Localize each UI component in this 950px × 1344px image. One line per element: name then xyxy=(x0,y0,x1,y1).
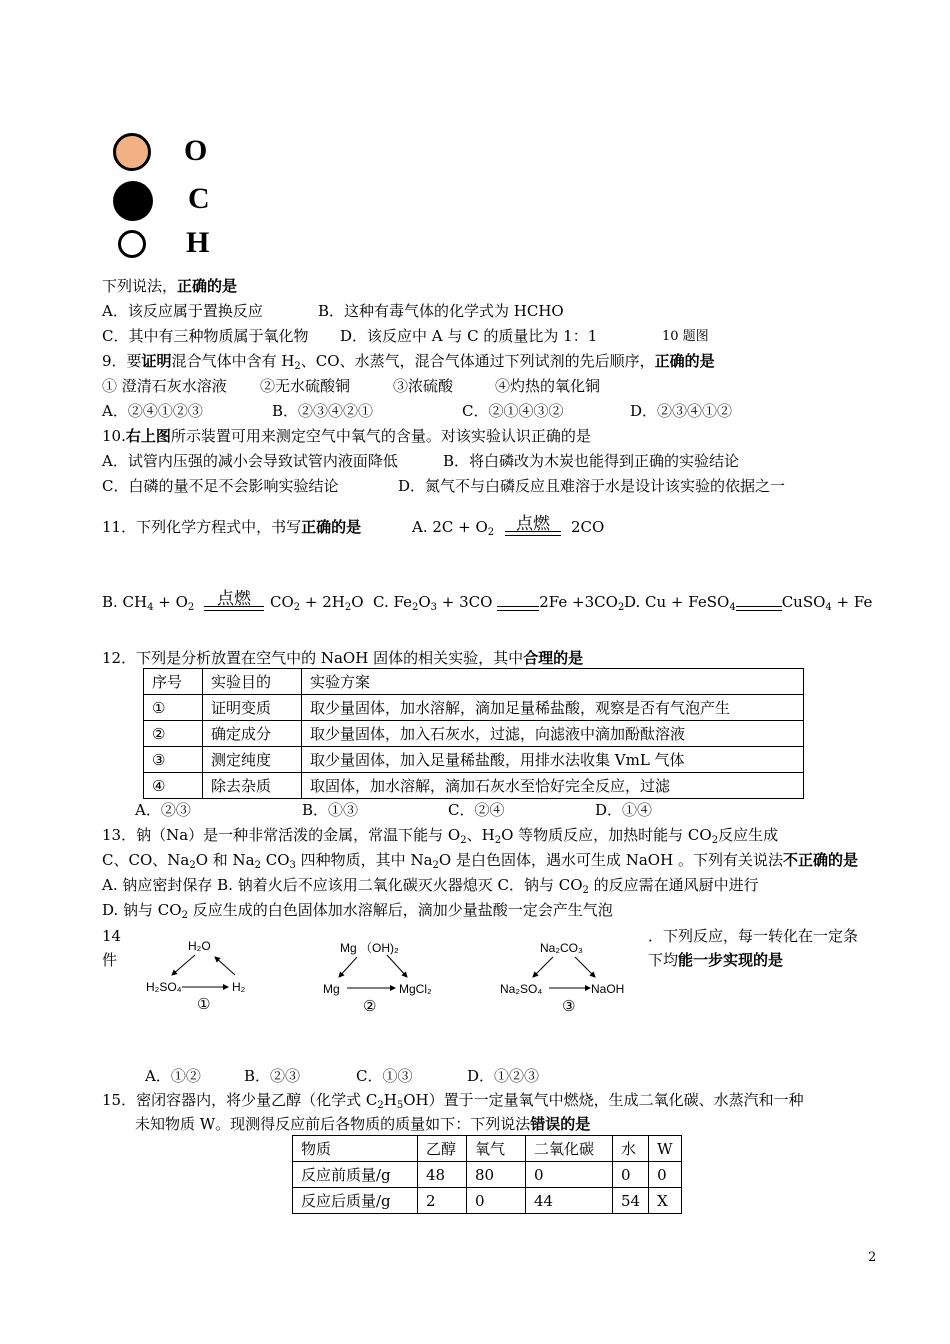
diagram-1-left: H₂SO₄ xyxy=(146,980,182,994)
question-15-line-2: 未知物质 W。现测得反应前后各物质的质量如下：下列说法错误的是 xyxy=(135,1115,591,1133)
table-row xyxy=(144,721,804,747)
reagent-3: ③浓硫酸 xyxy=(393,377,454,395)
table-header: 二氧化碳 xyxy=(526,1136,613,1162)
hydrogen-atom-icon xyxy=(118,230,146,258)
table-cell: 除去杂质 xyxy=(203,773,302,799)
table-cell: 取固体，加水溶解，滴加石灰水至恰好完全反应，过滤 xyxy=(302,773,804,799)
equation-c: C. $Fe_2O_3 + 3CO$ $2Fe +3CO_2$ xyxy=(373,593,625,613)
question-9-stem: 9．要证明混合气体中含有 $H_2$、CO、水蒸气，混合气体通过下列试剂的先后顺序，正确的是 xyxy=(102,352,715,372)
table-cell: ① xyxy=(144,695,203,721)
question-8-option-b: B．这种有毒气体的化学式为 HCHO xyxy=(318,302,564,320)
table-cell: 取少量固体，加入足量稀盐酸，用排水法收集 VmL 气体 xyxy=(302,747,804,773)
reagent-4: ④灼热的氧化铜 xyxy=(495,377,601,395)
diagram-1-top: H₂O xyxy=(188,939,211,953)
equation-b-condition: 点燃 xyxy=(204,584,264,609)
experiment-table xyxy=(143,668,804,799)
question-9-option-a: A．②④①②③ xyxy=(102,402,203,420)
table-cell: 0 xyxy=(649,1162,681,1188)
diagram-2-label: ② xyxy=(363,998,377,1015)
diagram-2-right: MgCl₂ xyxy=(399,982,432,996)
equation-d: D. Cu + FeSO$_4$ CuSO$_4$ + Fe xyxy=(624,593,873,613)
diagram-3-right: NaOH xyxy=(591,982,625,996)
question-13-line-3: A. 钠应密封保存 B. 钠着火后不应该用二氧化碳灭火器熄灭 C．钠与 $CO_2$ 的反应需在通风厨中进行 xyxy=(102,876,759,896)
question-12-option-a: A．②③ xyxy=(135,801,191,819)
table-cell: 48 xyxy=(418,1162,467,1188)
table-header: 实验方案 xyxy=(302,669,804,695)
question-14-jian: 件 xyxy=(102,951,118,969)
equals-sign xyxy=(736,598,782,608)
table-header: 氧气 xyxy=(467,1136,526,1162)
table-cell: 确定成分 xyxy=(203,721,302,747)
question-14-option-b: B．②③ xyxy=(244,1067,301,1085)
question-14-option-c: C．①③ xyxy=(356,1067,413,1085)
equals-sign xyxy=(497,598,539,608)
diagram-1-right: H₂ xyxy=(232,980,246,994)
diagram-3-arrows xyxy=(495,935,635,995)
table-header: 物质 xyxy=(293,1136,418,1162)
equation-b-products: $CO_2 + 2H_2O$ xyxy=(270,593,364,613)
question-13-line-4: D. 钠与 $CO_2$ 反应生成的白色固体加水溶解后，滴加少量盐酸一定会产生气泡 xyxy=(102,901,613,921)
question-8-option-c: C．其中有三种物质属于氧化物 xyxy=(102,327,309,345)
diagram-3-label: ③ xyxy=(562,998,576,1015)
table-header: W xyxy=(649,1136,681,1162)
table-cell: 2 xyxy=(418,1188,467,1214)
reagent-1: ① 澄清石灰水溶液 xyxy=(102,377,227,395)
table-cell: 0 xyxy=(467,1188,526,1214)
table-header-row xyxy=(144,669,804,695)
question-13-line-1: 13．钠（Na）是一种非常活泼的金属，常温下能与 $O_2$、$H_2O$ 等物质反应，加热时能与 $CO_2$反应生成 xyxy=(102,826,779,846)
diagram-1-arrows xyxy=(140,935,270,995)
question-10-option-d: D．氮气不与白磷反应且难溶于水是设计该实验的依据之一 xyxy=(398,477,786,495)
oxygen-atom-icon xyxy=(113,133,151,171)
table-cell: ④ xyxy=(144,773,203,799)
diagram-3-left: Na₂SO₄ xyxy=(500,982,543,996)
table-row xyxy=(144,695,804,721)
table-cell: 取少量固体，加入石灰水，过滤，向滤液中滴加酚酞溶液 xyxy=(302,721,804,747)
table-cell: ② xyxy=(144,721,203,747)
table-header-row xyxy=(293,1136,682,1162)
table-header: 乙醇 xyxy=(418,1136,467,1162)
question-9-option-b: B．②③④②① xyxy=(272,402,374,420)
question-8-option-d: D．该反应中 A 与 C 的质量比为 1：1 xyxy=(340,327,598,345)
table-row xyxy=(293,1188,682,1214)
question-14-stem-right: ．下列反应，每一转化在一定条 xyxy=(648,927,859,945)
table-cell: X xyxy=(649,1188,681,1214)
table-header: 序号 xyxy=(144,669,203,695)
table-cell: 证明变质 xyxy=(203,695,302,721)
diagram-2-arrows xyxy=(315,935,445,995)
question-10-option-c: C．白磷的量不足不会影响实验结论 xyxy=(102,477,339,495)
question-9-option-c: C．②①④③② xyxy=(462,402,564,420)
table-cell: 54 xyxy=(613,1188,649,1214)
diagram-2-top: Mg （OH)₂ xyxy=(340,941,399,955)
table-cell: ③ xyxy=(144,747,203,773)
question-12-option-d: D．①④ xyxy=(595,801,653,819)
question-10-option-a: A．试管内压强的减小会导致试管内液面降低 xyxy=(102,452,398,470)
question-10-stem: 10.右上图所示装置可用来测定空气中氧气的含量。对该实验认识正确的是 xyxy=(102,427,591,445)
question-15-line-1: 15．密闭容器内，将少量乙醇（化学式 $C_2H_5OH$）置于一定量氧气中燃烧，生成二氧化碳、水蒸汽和一种 xyxy=(102,1091,804,1111)
equation-b: B. $CH_4 + O_2$ xyxy=(102,593,195,613)
question-12-stem: 12．下列是分析放置在空气中的 NaOH 固体的相关实验，其中合理的是 xyxy=(102,649,584,667)
mass-table xyxy=(292,1135,682,1214)
question-8-option-a: A．该反应属于置换反应 xyxy=(102,302,263,320)
table-cell: 44 xyxy=(526,1188,613,1214)
reagent-2: ②无水硫酸铜 xyxy=(260,377,351,395)
table-cell: 0 xyxy=(526,1162,613,1188)
table-cell: 取少量固体，加水溶解，滴加足量稀盐酸，观察是否有气泡产生 xyxy=(302,695,804,721)
question-12-option-b: B．①③ xyxy=(302,801,359,819)
question-10-option-b: B．将白磷改为木炭也能得到正确的实验结论 xyxy=(443,452,740,470)
diagram-2-left: Mg xyxy=(323,982,340,996)
question-12-option-c: C．②④ xyxy=(448,801,505,819)
equation-a: A. $2C + O_2$ xyxy=(412,518,495,538)
table-cell: 80 xyxy=(467,1162,526,1188)
diagram-3-top: Na₂CO₃ xyxy=(540,941,583,955)
equation-a-condition: 点燃 xyxy=(505,509,561,534)
table-header: 水 xyxy=(613,1136,649,1162)
table-row xyxy=(144,747,804,773)
question-8-stem: 下列说法，正确的是 xyxy=(102,277,238,295)
figure-caption: 10 题图 xyxy=(662,329,709,344)
table-row xyxy=(144,773,804,799)
page-number: 2 xyxy=(868,1250,877,1265)
table-cell: 反应前质量/g xyxy=(293,1162,418,1188)
legend-label-c: C xyxy=(188,182,210,215)
table-row xyxy=(293,1162,682,1188)
question-14-number: 14 xyxy=(102,927,122,945)
question-13-line-2: C、CO、$Na_2O$ 和 $Na_2$ $CO_3$ 四种物质，其中 $Na_2O$ 是白色固体，遇水可生成 NaOH 。下列有关说法不正确的是 xyxy=(102,851,858,871)
table-cell: 0 xyxy=(613,1162,649,1188)
legend-label-h: H xyxy=(186,226,210,259)
table-header: 实验目的 xyxy=(203,669,302,695)
diagram-1-label: ① xyxy=(197,996,211,1013)
equation-a-product: 2CO xyxy=(571,518,605,536)
question-11-stem: 11．下列化学方程式中，书写正确的是 xyxy=(102,518,362,536)
legend-label-o: O xyxy=(184,134,208,167)
question-9-option-d: D．②③④①② xyxy=(630,402,733,420)
table-cell: 测定纯度 xyxy=(203,747,302,773)
table-cell: 反应后质量/g xyxy=(293,1188,418,1214)
question-14-option-a: A．①② xyxy=(145,1067,201,1085)
carbon-atom-icon xyxy=(113,181,153,221)
question-14-stem-right-2: 下均能一步实现的是 xyxy=(648,951,784,969)
question-14-option-d: D．①②③ xyxy=(467,1067,540,1085)
